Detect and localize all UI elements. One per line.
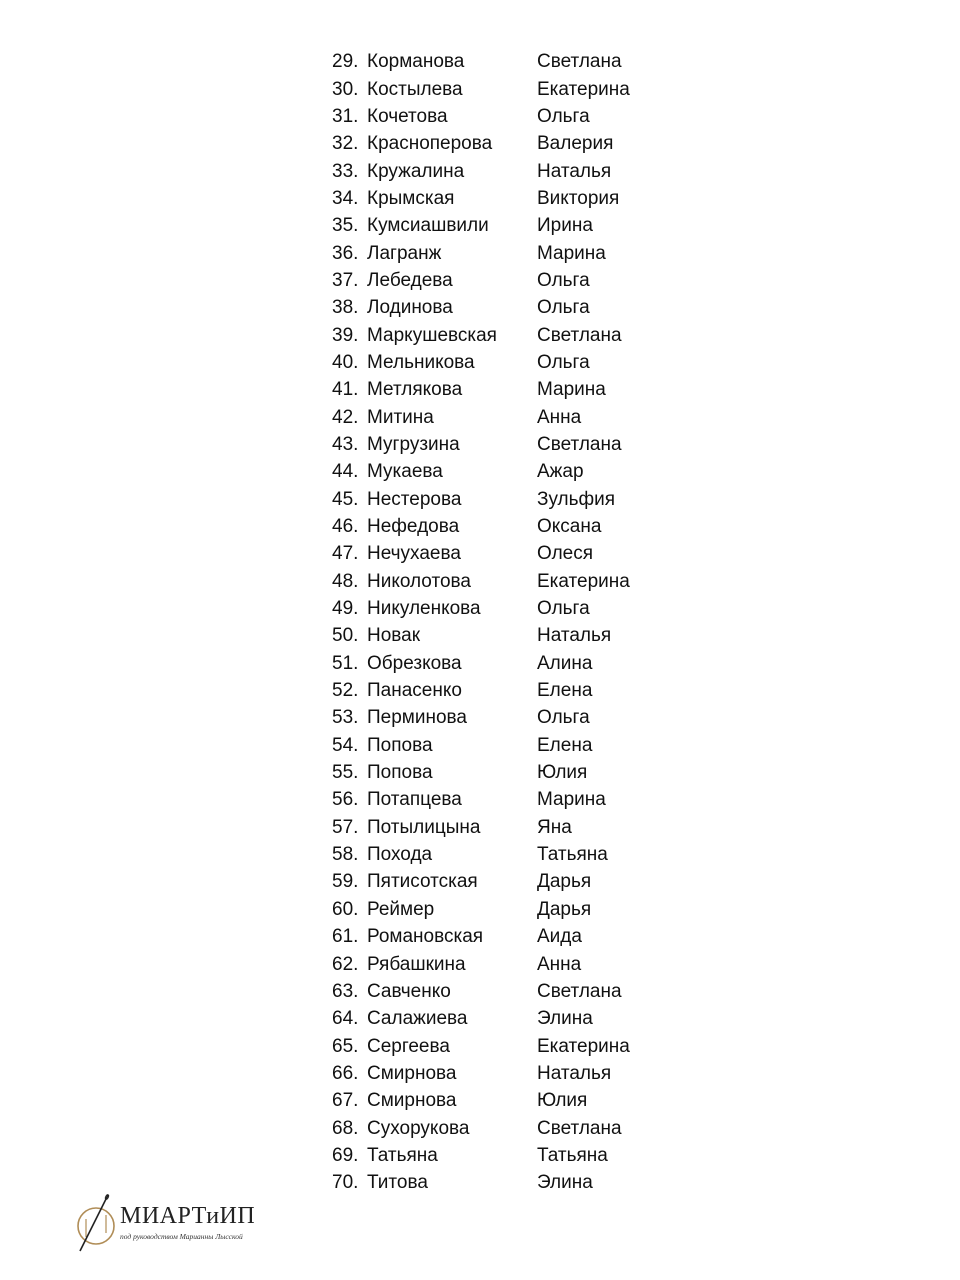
entry-surname: Потылицына [367,816,481,838]
entry-surname: Пятисотская [367,871,478,893]
entry-first-name: Светлана [537,1117,622,1139]
entry-surname: Рябашкина [367,953,466,975]
entry-surname: Мукаева [367,461,443,483]
entry-number: 68. [332,1117,359,1139]
entry-surname: Лодинова [367,297,453,319]
entry-first-name: Анна [537,953,582,975]
entry-first-name: Ирина [537,215,593,237]
list-item [332,1169,630,1196]
entry-first-name: Олеся [537,543,594,565]
entry-first-name: Юлия [537,762,588,784]
entry-number: 69. [332,1144,359,1166]
entry-first-name: Татьяна [537,1144,608,1166]
entry-surname: Салажиева [367,1008,468,1030]
list-item [332,950,630,977]
list-item [332,486,630,513]
entry-first-name: Дарья [537,898,592,920]
entry-surname: Савченко [367,980,451,1002]
entry-number: 50. [332,625,359,647]
entry-number: 33. [332,160,359,182]
entry-surname: Лагранж [367,242,442,264]
entry-number: 57. [332,816,359,838]
entry-number: 46. [332,516,359,538]
entry-number: 65. [332,1035,359,1057]
entry-number: 44. [332,461,359,483]
list-item [332,48,630,75]
entry-number: 52. [332,680,359,702]
entry-first-name: Аида [537,926,582,948]
entry-number: 58. [332,844,359,866]
entry-surname: Потапцева [367,789,462,811]
list-item [332,896,630,923]
list-item [332,130,630,157]
entry-number: 63. [332,980,359,1002]
entry-first-name: Дарья [537,871,592,893]
list-item [332,458,630,485]
list-item [332,650,630,677]
entry-first-name: Ольга [537,351,590,373]
needle-circle-logo-icon [72,1193,120,1253]
entry-first-name: Наталья [537,160,612,182]
entry-surname: Метлякова [367,379,463,401]
entry-first-name: Наталья [537,1062,612,1084]
entry-surname: Красноперова [367,133,493,155]
list-item [332,103,630,130]
entry-surname: Романовская [367,926,484,948]
entry-number: 38. [332,297,359,319]
entry-surname: Сухорукова [367,1117,470,1139]
entry-number: 51. [332,652,359,674]
list-item [332,677,630,704]
entry-surname: Никуленкова [367,598,481,620]
entry-number: 31. [332,105,359,127]
entry-number: 66. [332,1062,359,1084]
list-item [332,1087,630,1114]
entry-number: 29. [332,51,359,73]
entry-number: 56. [332,789,359,811]
entry-first-name: Элина [537,1008,593,1030]
entry-surname: Татьяна [367,1144,438,1166]
entry-surname: Перминова [367,707,467,729]
entry-surname: Мельникова [367,351,475,373]
entry-first-name: Светлана [537,980,622,1002]
entry-surname: Николотова [367,570,471,592]
list-item [332,1114,630,1141]
list-item [332,431,630,458]
list-item [332,568,630,595]
list-item [332,704,630,731]
entry-surname: Мугрузина [367,433,460,455]
list-item [332,513,630,540]
entry-first-name: Наталья [537,625,612,647]
entry-first-name: Алина [537,652,593,674]
entry-surname: Смирнова [367,1090,457,1112]
entry-first-name: Ольга [537,269,590,291]
list-item [332,239,630,266]
entry-number: 43. [332,433,359,455]
entry-first-name: Светлана [537,324,622,346]
logo-title: МИАРТиИП [120,1203,256,1229]
list-item [332,732,630,759]
participants-list [332,48,630,1196]
list-item [332,978,630,1005]
list-item [332,786,630,813]
entry-number: 47. [332,543,359,565]
entry-first-name: Оксана [537,516,602,538]
list-item [332,349,630,376]
entry-number: 34. [332,187,359,209]
entry-first-name: Екатерина [537,570,630,592]
list-item [332,157,630,184]
entry-surname: Корманова [367,51,465,73]
entry-surname: Реймер [367,898,435,920]
entry-surname: Обрезкова [367,652,462,674]
entry-first-name: Яна [537,816,572,838]
entry-number: 35. [332,215,359,237]
entry-surname: Маркушевская [367,324,497,346]
entry-number: 30. [332,78,359,100]
entry-first-name: Ольга [537,707,590,729]
list-item [332,212,630,239]
entry-number: 54. [332,734,359,756]
entry-first-name: Марина [537,379,606,401]
list-item [332,376,630,403]
entry-surname: Кумсиашвили [367,215,489,237]
entry-number: 49. [332,598,359,620]
entry-surname: Титова [367,1172,428,1194]
list-item [332,1032,630,1059]
entry-surname: Попова [367,762,433,784]
list-item [332,1142,630,1169]
entry-first-name: Елена [537,680,593,702]
entry-number: 32. [332,133,359,155]
entry-surname: Похода [367,844,433,866]
entry-number: 39. [332,324,359,346]
entry-first-name: Ольга [537,105,590,127]
entry-number: 45. [332,488,359,510]
list-item [332,759,630,786]
list-item [332,622,630,649]
entry-first-name: Марина [537,242,606,264]
entry-number: 59. [332,871,359,893]
entry-surname: Митина [367,406,434,428]
entry-first-name: Юлия [537,1090,588,1112]
logo-subtitle: под руководством Марианны Лысской [120,1232,243,1241]
entry-number: 40. [332,351,359,373]
entry-surname: Кружалина [367,160,465,182]
entry-first-name: Валерия [537,133,614,155]
entry-surname: Костылева [367,78,463,100]
entry-number: 55. [332,762,359,784]
entry-surname: Попова [367,734,433,756]
entry-surname: Смирнова [367,1062,457,1084]
entry-number: 64. [332,1008,359,1030]
list-item [332,321,630,348]
list-item [332,540,630,567]
entry-number: 36. [332,242,359,264]
list-item [332,1005,630,1032]
entry-surname: Крымская [367,187,455,209]
entry-number: 42. [332,406,359,428]
list-item [332,75,630,102]
entry-first-name: Светлана [537,433,622,455]
entry-surname: Кочетова [367,105,448,127]
entry-first-name: Зульфия [537,488,616,510]
entry-first-name: Екатерина [537,1035,630,1057]
entry-first-name: Элина [537,1172,593,1194]
list-item [332,403,630,430]
entry-surname: Сергеева [367,1035,450,1057]
list-item [332,595,630,622]
entry-first-name: Екатерина [537,78,630,100]
list-item [332,841,630,868]
entry-number: 37. [332,269,359,291]
entry-first-name: Татьяна [537,844,608,866]
entry-first-name: Ольга [537,598,590,620]
list-item [332,1060,630,1087]
entry-number: 60. [332,898,359,920]
entry-number: 41. [332,379,359,401]
entry-first-name: Ажар [537,461,584,483]
list-item [332,814,630,841]
entry-first-name: Ольга [537,297,590,319]
list-item [332,868,630,895]
entry-first-name: Светлана [537,51,622,73]
list-item [332,923,630,950]
entry-number: 67. [332,1090,359,1112]
entry-surname: Нефедова [367,516,460,538]
entry-number: 48. [332,570,359,592]
entry-surname: Нестерова [367,488,462,510]
entry-number: 61. [332,926,359,948]
entry-first-name: Анна [537,406,582,428]
entry-number: 70. [332,1172,359,1194]
list-item [332,267,630,294]
list-item [332,294,630,321]
entry-surname: Панасенко [367,680,462,702]
entry-surname: Лебедева [367,269,453,291]
entry-first-name: Елена [537,734,593,756]
entry-surname: Новак [367,625,421,647]
entry-number: 62. [332,953,359,975]
list-item [332,185,630,212]
entry-number: 53. [332,707,359,729]
footer-logo [72,1193,272,1253]
entry-surname: Нечухаева [367,543,461,565]
entry-first-name: Марина [537,789,606,811]
entry-first-name: Виктория [537,187,620,209]
